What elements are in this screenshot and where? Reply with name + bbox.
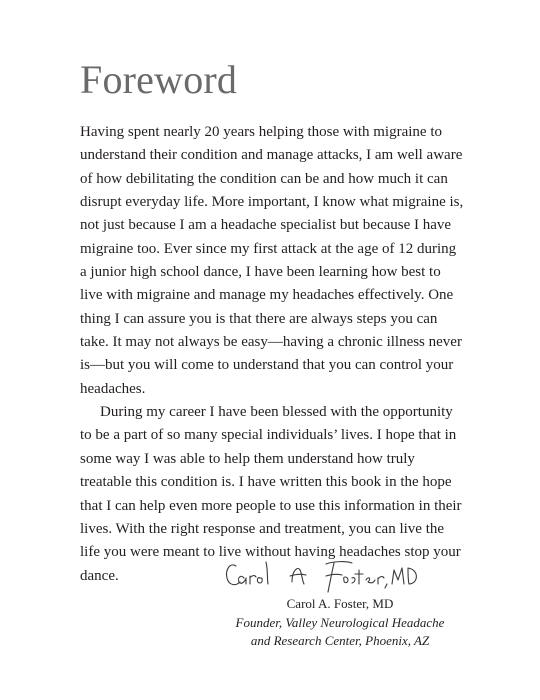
- page-title: Foreword: [80, 57, 238, 102]
- paragraph-2: During my career I have been blessed with the opportunity to be a part of so many special individuals’ lives. I hope that in some way I was able to help them understand how truly treatable this condition is. I have written this book in the hope that I can help even more people to use this information in their lives. With the right response and treatment, you can live the life you were meant to live without having headaches stop your dance.: [80, 404, 462, 584]
- signature-graphic: [222, 552, 422, 596]
- author-name: Carol A. Foster, MD: [286, 596, 394, 611]
- handwritten-signature: [222, 552, 422, 596]
- paragraph-1: Having spent nearly 20 years helping those with migraine to understand their condition and manage attacks, I am well aware of how debilitating the condition can be and how much it can disrupt everyday life. More important, I know what migraine is, not just because I am a headache specialist but because I have migraine too. Ever since my first attack at the age of 12 during a junior high school dance, I have been learning how best to live with migraine and manage my headaches effectively. One thing I can assure you is that there are always steps you can take. It may not always be easy—having a chronic illness never is—but you will come to understand that you can control your headaches.: [80, 124, 464, 397]
- foreword-body: [80, 121, 466, 588]
- author-title-line-1: Founder, Valley Neurological Headache: [235, 614, 445, 630]
- signoff-block: [220, 595, 460, 651]
- author-title-line-2: and Research Center, Phoenix, AZ: [250, 633, 430, 648]
